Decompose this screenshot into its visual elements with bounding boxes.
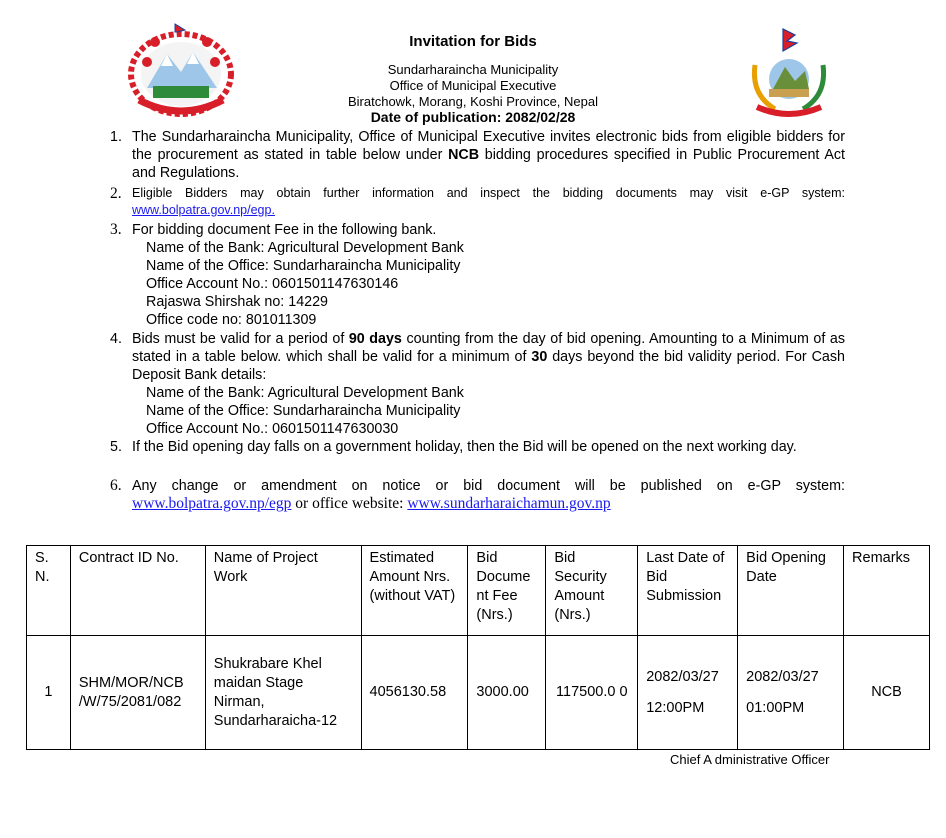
- document-title: Invitation for Bids: [409, 33, 537, 50]
- item-text-part: The Sundarharaincha Municipality, Office of Municipal Executive invites electronic bids from eligible bidders for the procurement as stated in table below under: [132, 129, 845, 163]
- item-text-part: bidding procedures specified in Public Procurement Act and Regulations.: [132, 147, 845, 181]
- cell-bid-security: 117500.0 0: [546, 636, 638, 750]
- opening-time-value: 01:00PM: [746, 699, 805, 716]
- item-text-part: or office website:: [291, 495, 408, 512]
- account-number-line: Office Account No.: 0601501147630146: [146, 276, 399, 292]
- item-text: [132, 185, 845, 219]
- item-text-part: days beyond the bid validity period. For Cash Deposit Bank details:: [132, 349, 845, 383]
- office-name: Office of Municipal Executive: [389, 78, 557, 93]
- table-header-row: [27, 546, 930, 636]
- item-text: [132, 477, 845, 513]
- office-name-line: Name of the Office: Sundarharaincha Municipality: [146, 403, 461, 419]
- rajaswa-line: Rajaswa Shirshak no: 14229: [146, 294, 328, 310]
- cell-remarks: NCB: [844, 636, 930, 750]
- item-number: 4.: [110, 331, 122, 347]
- item-number: 2.: [110, 185, 122, 202]
- office-name-line: Name of the Office: Sundarharaincha Municipality: [146, 258, 461, 274]
- col-header-opening-date: Bid Opening Date: [738, 546, 844, 636]
- item-text-part: counting from the day of bid opening. Amounting to a Minimum of as stated in a table below. which shall be valid for a minimum of: [132, 331, 845, 365]
- organization-name: Sundarharaincha Municipality: [387, 62, 559, 77]
- item-text-bold: NCB: [448, 147, 480, 163]
- cell-contract-id: SHM/MOR/NCB /W/75/2081/082: [70, 636, 205, 750]
- item-number: 1.: [110, 129, 122, 145]
- account-number-line: Office Account No.: 0601501147630030: [146, 421, 399, 437]
- item-number: 3.: [110, 221, 122, 238]
- signatory-title: Chief A dministrative Officer: [670, 752, 830, 767]
- cell-opening-date: [738, 636, 844, 750]
- last-date-value: 2082/03/27: [646, 668, 719, 685]
- item-text: If the Bid opening day falls on a government holiday, then the Bid will be opened on the next working day.: [132, 439, 797, 455]
- bids-table: [26, 545, 930, 750]
- item-text: [132, 330, 845, 438]
- col-header-sn: S. N.: [27, 546, 71, 636]
- last-time-value: 12:00PM: [646, 699, 705, 716]
- publication-date: Date of publication: 2082/02/28: [370, 109, 576, 125]
- col-header-project: Name of Project Work: [205, 546, 361, 636]
- item-text: [132, 221, 845, 329]
- col-header-last-date: Last Date of Bid Submission: [638, 546, 738, 636]
- item-text-part: For bidding document Fee in the following bank.: [132, 222, 437, 238]
- egp-link[interactable]: www.bolpatra.gov.np/egp: [132, 495, 292, 512]
- item-text-bold: 90 days: [348, 331, 402, 347]
- cell-project: Shukrabare Khel maidan Stage Nirman, Sundarharaicha-12: [205, 636, 361, 750]
- opening-date-value: 2082/03/27: [746, 668, 819, 685]
- item-text-part: Eligible Bidders may obtain further information and inspect the bidding documents may visit e-GP system:: [132, 186, 845, 200]
- item-number: 5.: [110, 439, 122, 455]
- bank-name-line: Name of the Bank: Agricultural Development Bank: [146, 240, 464, 256]
- bank-name-line: Name of the Bank: Agricultural Development Bank: [146, 385, 464, 401]
- table-row: [27, 636, 930, 750]
- col-header-estimated-amount: Estimated Amount Nrs. (without VAT): [361, 546, 468, 636]
- cell-last-date: [638, 636, 738, 750]
- item-text-part: Any change or amendment on notice or bid document will be published on e-GP system:: [132, 478, 845, 494]
- office-code-line: Office code no: 801011309: [146, 312, 317, 328]
- cell-sn: 1: [27, 636, 71, 750]
- item-text-bold: 30: [531, 349, 548, 365]
- col-header-contract-id: Contract ID No.: [70, 546, 205, 636]
- office-website-link[interactable]: www.sundarharaichamun.gov.np: [407, 495, 611, 512]
- item-text-part: Bids must be valid for a period of: [132, 331, 349, 347]
- col-header-document-fee: Bid Docume nt Fee (Nrs.): [468, 546, 546, 636]
- egp-link[interactable]: www.bolpatra.gov.np/egp.: [132, 203, 275, 217]
- col-header-bid-security: Bid Security Amount (Nrs.): [546, 546, 638, 636]
- col-header-remarks: Remarks: [844, 546, 930, 636]
- office-address: Biratchowk, Morang, Koshi Province, Nepal: [347, 94, 598, 109]
- cell-document-fee: 3000.00: [468, 636, 546, 750]
- item-number: 6.: [110, 477, 122, 494]
- cell-estimated-amount: 4056130.58: [361, 636, 468, 750]
- item-text: [132, 128, 845, 182]
